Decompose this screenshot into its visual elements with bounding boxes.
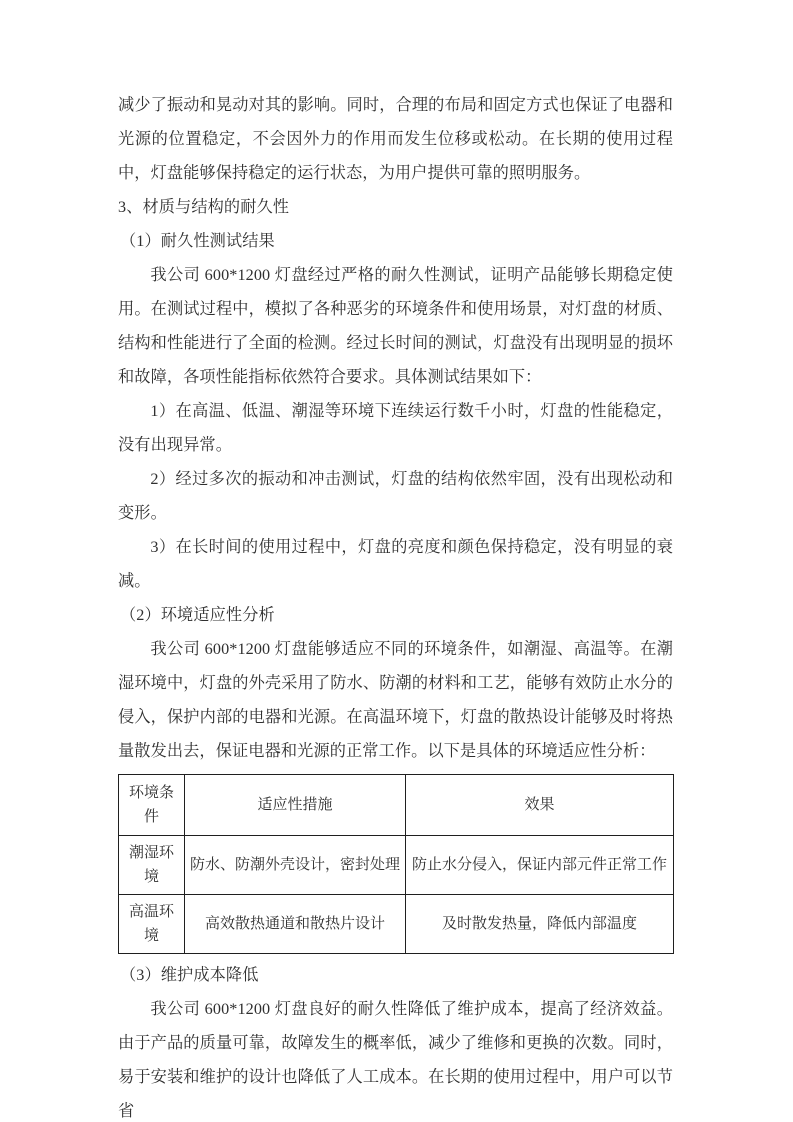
environment-adaptability-table: [118, 774, 674, 954]
page-content: [118, 88, 673, 1122]
subheading-maintenance-cost: （3）维护成本降低: [120, 966, 259, 984]
cell-effect: 防止水分侵入，保证内部元件正常工作: [406, 836, 674, 895]
list-item-3: 3）在长时间的使用过程中，灯盘的亮度和颜色保持稳定，没有明显的衰减。: [118, 538, 673, 590]
table-header-effect: 效果: [406, 775, 674, 836]
paragraph-continuation: 减少了振动和晃动对其的影响。同时，合理的布局和固定方式也保证了电器和光源的位置稳定，不会因外力的作用而发生位移或松动。在长期的使用过程中，灯盘能够保持稳定的运行状态，为用户提供可靠的照明服务。: [118, 96, 673, 182]
paragraph-durability-test: 我公司 600*1200 灯盘经过严格的耐久性测试，证明产品能够长期稳定使用。在测试过程中，模拟了各种恶劣的环境条件和使用场景，对灯盘的材质、结构和性能进行了全面的检测。经过长时间的测试，灯盘没有出现明显的损坏和故障，各项性能指标依然符合要求。具体测试结果如下：: [118, 266, 673, 386]
paragraph-maintenance-cost: 我公司 600*1200 灯盘良好的耐久性降低了维护成本，提高了经济效益。由于产品的质量可靠，故障发生的概率低，减少了维修和更换的次数。同时，易于安装和维护的设计也降低了人工成本。在长期的使用过程中，用户可以节省: [118, 1000, 673, 1120]
cell-measure: 防水、防潮外壳设计，密封处理: [185, 836, 406, 895]
table-row: [119, 836, 674, 895]
table-header-condition: 环境条件: [119, 775, 185, 836]
list-item-2: 2）经过多次的振动和冲击测试，灯盘的结构依然牢固，没有出现松动和变形。: [118, 470, 673, 522]
cell-measure: 高效散热通道和散热片设计: [185, 895, 406, 954]
subheading-durability-test-results: （1）耐久性测试结果: [120, 232, 275, 250]
table-header-row: [119, 775, 674, 836]
section-heading-durability: 3、材质与结构的耐久性: [118, 198, 290, 216]
cell-condition: 高温环境: [119, 895, 185, 954]
cell-effect: 及时散发热量，降低内部温度: [406, 895, 674, 954]
cell-condition: 潮湿环境: [119, 836, 185, 895]
table-row: [119, 895, 674, 954]
list-item-1: 1）在高温、低温、潮湿等环境下连续运行数千小时，灯盘的性能稳定，没有出现异常。: [118, 402, 673, 454]
subheading-environment-adaptability: （2）环境适应性分析: [120, 606, 275, 624]
paragraph-environment-adaptability: 我公司 600*1200 灯盘能够适应不同的环境条件，如潮湿、高温等。在潮湿环境中，灯盘的外壳采用了防水、防潮的材料和工艺，能够有效防止水分的侵入，保护内部的电器和光源。在高温环境下，灯盘的散热设计能够及时将热量散发出去，保证电器和光源的正常工作。以下是具体的环境适应性分析：: [118, 640, 673, 760]
environment-table-wrapper: [118, 774, 673, 954]
table-header-measure: 适应性措施: [185, 775, 406, 836]
